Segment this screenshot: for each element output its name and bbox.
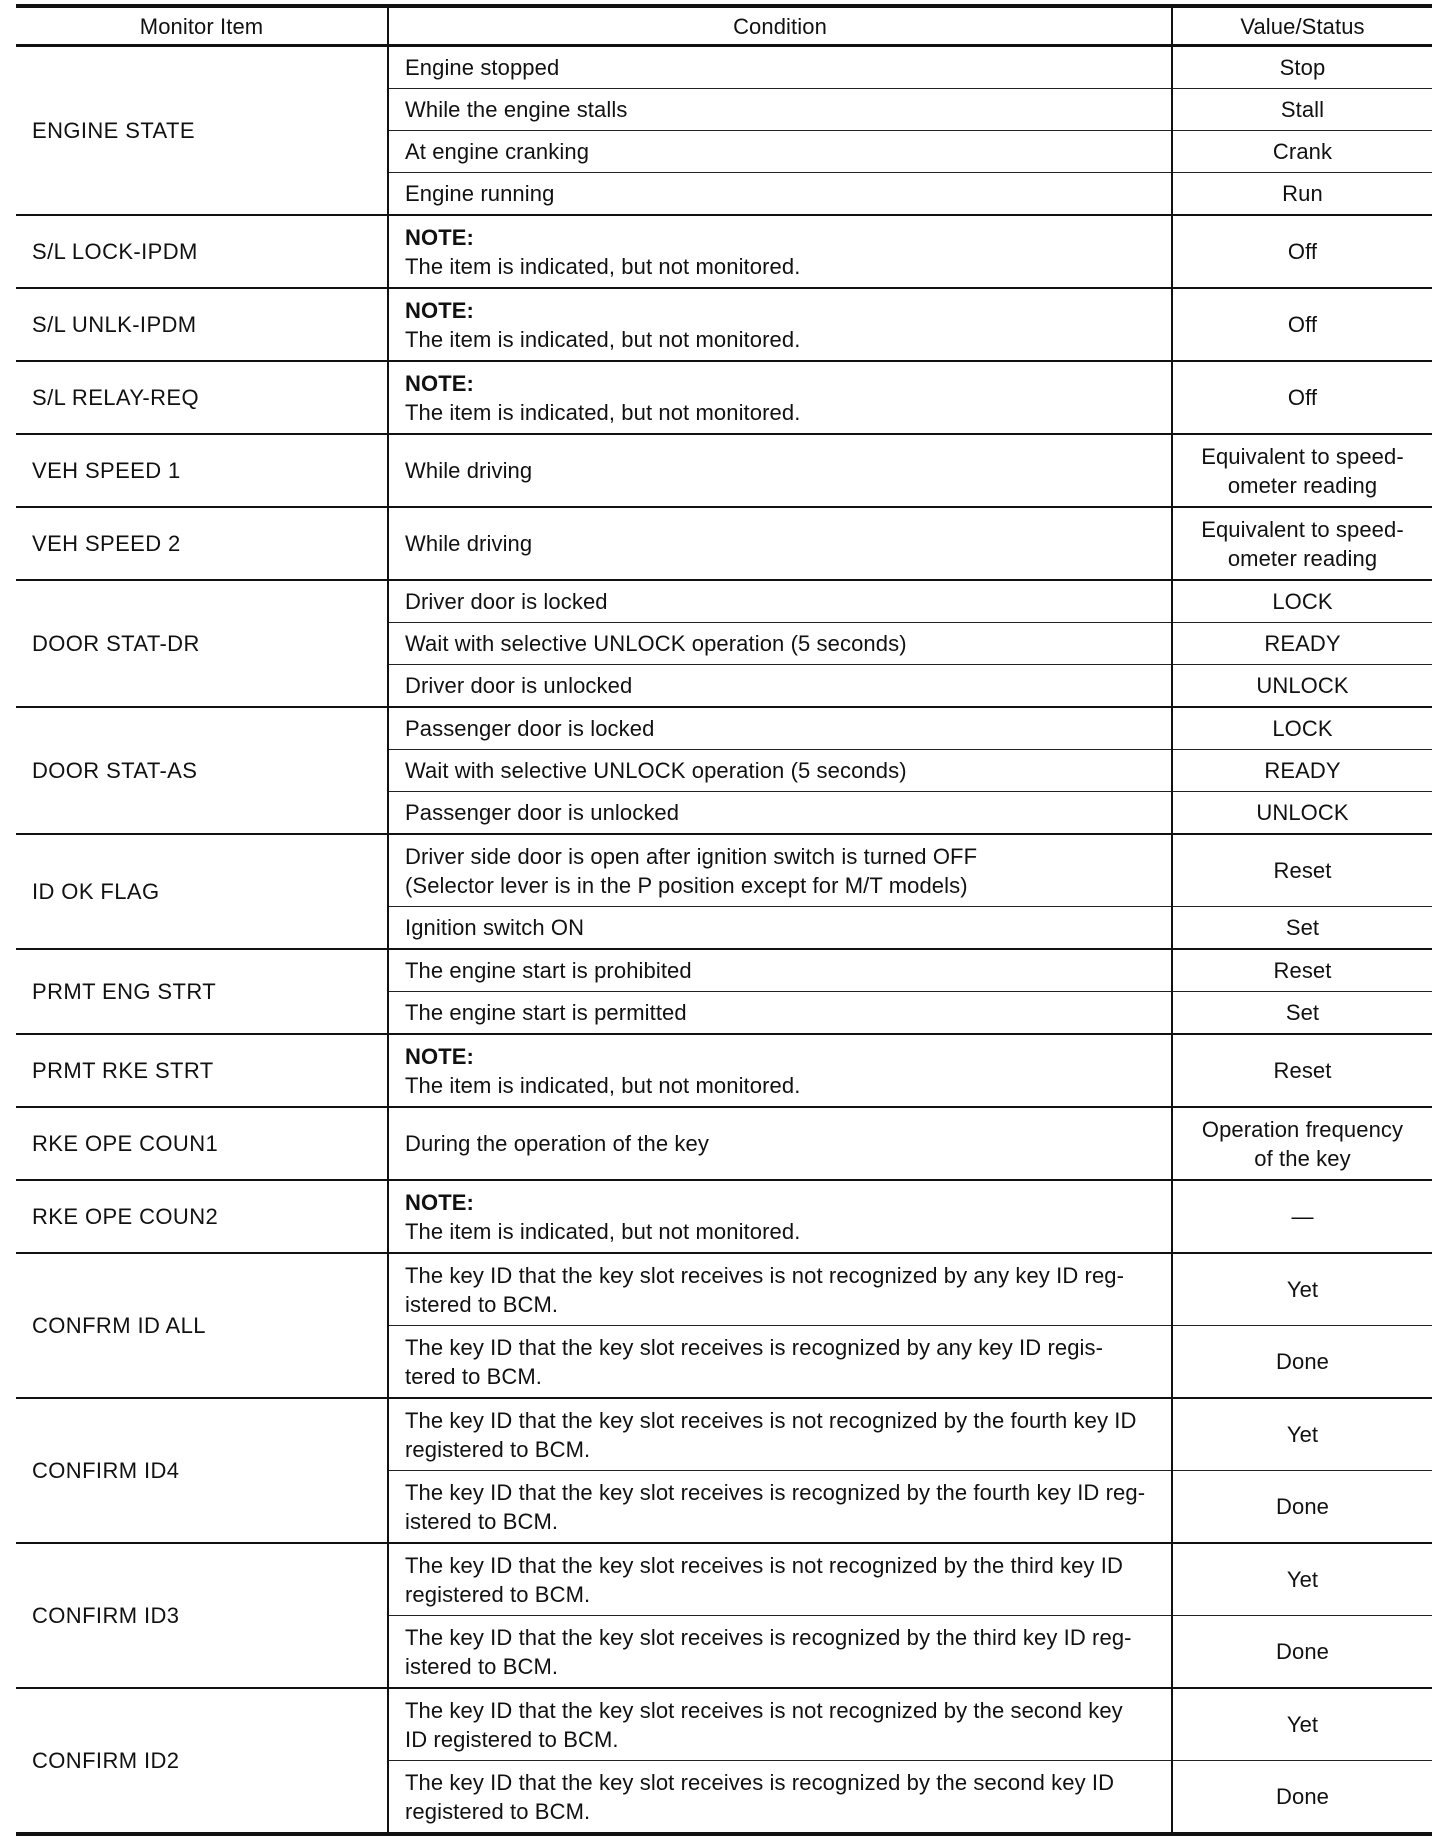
value-status-cell	[1172, 1107, 1432, 1180]
condition-cell	[388, 1180, 1172, 1253]
value-status-cell	[1172, 46, 1432, 89]
monitor-item-cell: S/L UNLK-IPDM	[16, 288, 388, 361]
condition-text: Engine running	[405, 181, 555, 206]
monitor-item-cell: ID OK FLAG	[16, 834, 388, 949]
value-status-text: Reset	[1273, 858, 1332, 883]
condition-cell	[388, 949, 1172, 992]
condition-cell	[388, 131, 1172, 173]
table-row	[16, 580, 1432, 623]
monitor-item-cell: CONFIRM ID4	[16, 1398, 388, 1543]
condition-text: The item is indicated, but not monitored.	[405, 1218, 801, 1244]
value-status-text: Crank	[1272, 139, 1333, 164]
table-row	[16, 949, 1432, 992]
value-status-text: READY	[1264, 758, 1341, 783]
condition-text: tered to BCM.	[405, 1363, 543, 1389]
condition-text: istered to BCM.	[405, 1653, 559, 1679]
value-status-cell	[1172, 361, 1432, 434]
condition-text: Engine stopped	[405, 55, 560, 80]
monitor-item-cell: PRMT ENG STRT	[16, 949, 388, 1034]
condition-text: The key ID that the key slot receives is recognized by the fourth key ID reg-	[405, 1479, 1146, 1505]
condition-cell	[388, 46, 1172, 89]
value-status-text: Done	[1276, 1639, 1329, 1664]
value-status-text: Operation frequency	[1201, 1116, 1404, 1142]
value-status-text: Off	[1287, 312, 1318, 337]
value-status-cell	[1172, 1761, 1432, 1835]
condition-text: Passenger door is locked	[405, 716, 655, 741]
condition-cell	[388, 1688, 1172, 1761]
note-label: NOTE:	[405, 370, 474, 396]
table-row	[16, 1543, 1432, 1616]
value-status-cell	[1172, 834, 1432, 907]
value-status-text: Yet	[1286, 1567, 1319, 1592]
condition-text: Ignition switch ON	[405, 915, 585, 940]
note-label: NOTE:	[405, 1043, 474, 1069]
condition-text: The key ID that the key slot receives is recognized by the third key ID reg-	[405, 1624, 1132, 1650]
condition-text: The key ID that the key slot receives is not recognized by any key ID reg-	[405, 1262, 1125, 1288]
value-status-text: Set	[1285, 915, 1320, 940]
monitor-item-cell: CONFRM ID ALL	[16, 1253, 388, 1398]
value-status-text: Stop	[1279, 55, 1326, 80]
value-status-text: READY	[1264, 631, 1341, 656]
value-status-cell	[1172, 288, 1432, 361]
condition-cell	[388, 1034, 1172, 1107]
value-status-cell	[1172, 949, 1432, 992]
table-row	[16, 288, 1432, 361]
monitor-item-cell: CONFIRM ID3	[16, 1543, 388, 1688]
condition-cell	[388, 992, 1172, 1035]
value-status-cell	[1172, 215, 1432, 288]
condition-text: The item is indicated, but not monitored.	[405, 399, 801, 425]
condition-text: While driving	[405, 531, 533, 556]
condition-text: The engine start is permitted	[405, 1000, 687, 1025]
condition-cell	[388, 215, 1172, 288]
condition-text: The engine start is prohibited	[405, 958, 692, 983]
monitor-item-cell: DOOR STAT-DR	[16, 580, 388, 707]
value-status-text: Stall	[1280, 97, 1325, 122]
table-row	[16, 434, 1432, 507]
value-status-cell	[1172, 1543, 1432, 1616]
value-status-cell	[1172, 992, 1432, 1035]
condition-cell	[388, 1253, 1172, 1326]
condition-text: The key ID that the key slot receives is not recognized by the fourth key ID	[405, 1407, 1137, 1433]
value-status-cell	[1172, 1398, 1432, 1471]
condition-text: registered to BCM.	[405, 1798, 591, 1824]
value-status-text: ometer reading	[1227, 472, 1378, 498]
note-label: NOTE:	[405, 224, 474, 250]
value-status-cell	[1172, 1471, 1432, 1544]
condition-cell	[388, 361, 1172, 434]
condition-cell	[388, 434, 1172, 507]
condition-text: Driver door is locked	[405, 589, 608, 614]
monitor-item-table	[16, 4, 1432, 1836]
monitor-item-cell: VEH SPEED 1	[16, 434, 388, 507]
condition-cell	[388, 750, 1172, 792]
condition-cell	[388, 173, 1172, 216]
condition-text: While the engine stalls	[405, 97, 628, 122]
condition-cell	[388, 1398, 1172, 1471]
monitor-item-cell: VEH SPEED 2	[16, 507, 388, 580]
value-status-cell	[1172, 1616, 1432, 1689]
condition-text: Driver door is unlocked	[405, 673, 633, 698]
value-status-text: UNLOCK	[1256, 800, 1349, 825]
condition-cell	[388, 89, 1172, 131]
monitor-item-cell: CONFIRM ID2	[16, 1688, 388, 1834]
condition-cell	[388, 707, 1172, 750]
value-status-text: Reset	[1273, 958, 1332, 983]
table-row	[16, 46, 1432, 89]
value-status-cell	[1172, 131, 1432, 173]
value-status-cell	[1172, 507, 1432, 580]
value-status-text: Run	[1282, 181, 1323, 206]
condition-text: Wait with selective UNLOCK operation (5 seconds)	[405, 758, 907, 783]
condition-cell	[388, 580, 1172, 623]
table-row	[16, 834, 1432, 907]
monitor-item-cell: S/L LOCK-IPDM	[16, 215, 388, 288]
monitor-item-cell: RKE OPE COUN1	[16, 1107, 388, 1180]
condition-cell	[388, 834, 1172, 907]
value-status-cell	[1172, 1326, 1432, 1399]
condition-text: Driver side door is open after ignition switch is turned OFF	[405, 843, 978, 869]
condition-cell	[388, 507, 1172, 580]
condition-text: At engine cranking	[405, 139, 590, 164]
note-label: NOTE:	[405, 1189, 474, 1215]
condition-text: istered to BCM.	[405, 1291, 559, 1317]
table-row	[16, 707, 1432, 750]
value-status-cell	[1172, 1180, 1432, 1253]
condition-text: The item is indicated, but not monitored.	[405, 253, 801, 279]
table-row	[16, 1034, 1432, 1107]
value-status-text: Done	[1276, 1494, 1329, 1519]
monitor-item-cell: PRMT RKE STRT	[16, 1034, 388, 1107]
table-row	[16, 361, 1432, 434]
header-value-status: Value/Status	[1172, 6, 1432, 46]
value-status-text: Equivalent to speed-	[1201, 516, 1404, 542]
value-status-text: Equivalent to speed-	[1201, 443, 1404, 469]
condition-cell	[388, 1471, 1172, 1544]
value-status-cell	[1172, 434, 1432, 507]
monitor-item-cell: RKE OPE COUN2	[16, 1180, 388, 1253]
condition-cell	[388, 1761, 1172, 1835]
note-label: NOTE:	[405, 297, 474, 323]
value-status-cell	[1172, 907, 1432, 950]
value-status-cell	[1172, 1034, 1432, 1107]
value-status-text: Set	[1285, 1000, 1320, 1025]
condition-cell	[388, 792, 1172, 835]
value-status-text: —	[1291, 1204, 1314, 1229]
value-status-text: ometer reading	[1227, 545, 1378, 571]
value-status-cell	[1172, 750, 1432, 792]
monitor-item-cell: ENGINE STATE	[32, 118, 195, 143]
table-row	[16, 215, 1432, 288]
table-row	[16, 1180, 1432, 1253]
value-status-cell	[1172, 1253, 1432, 1326]
condition-text: The key ID that the key slot receives is recognized by the second key ID	[405, 1769, 1115, 1795]
value-status-text: LOCK	[1272, 589, 1333, 614]
condition-cell	[388, 1543, 1172, 1616]
condition-text: ID registered to BCM.	[405, 1726, 619, 1752]
table-row	[16, 1688, 1432, 1761]
condition-cell	[388, 623, 1172, 665]
condition-text: registered to BCM.	[405, 1581, 591, 1607]
value-status-cell	[1172, 1688, 1432, 1761]
header-condition: Condition	[388, 6, 1172, 46]
condition-text: The item is indicated, but not monitored.	[405, 326, 801, 352]
condition-text: istered to BCM.	[405, 1508, 559, 1534]
table-header-row	[16, 6, 1432, 46]
condition-text: registered to BCM.	[405, 1436, 591, 1462]
condition-text: (Selector lever is in the P position except for M/T models)	[405, 872, 968, 898]
condition-text: Wait with selective UNLOCK operation (5 seconds)	[405, 631, 907, 656]
condition-text: During the operation of the key	[405, 1131, 709, 1156]
condition-cell	[388, 665, 1172, 708]
value-status-cell	[1172, 623, 1432, 665]
table-row	[16, 1107, 1432, 1180]
value-status-cell	[1172, 173, 1432, 216]
value-status-text: UNLOCK	[1256, 673, 1349, 698]
table-body	[16, 46, 1432, 1835]
condition-cell	[388, 1107, 1172, 1180]
value-status-cell	[1172, 792, 1432, 835]
condition-cell	[388, 1616, 1172, 1689]
table-row	[16, 507, 1432, 580]
value-status-text: Off	[1287, 239, 1318, 264]
table-row	[16, 1398, 1432, 1471]
monitor-item-cell: S/L RELAY-REQ	[16, 361, 388, 434]
value-status-text: Yet	[1286, 1277, 1319, 1302]
value-status-text: Done	[1276, 1349, 1329, 1374]
condition-text: While driving	[405, 458, 533, 483]
value-status-cell	[1172, 89, 1432, 131]
value-status-cell	[1172, 707, 1432, 750]
condition-text: Passenger door is unlocked	[405, 800, 680, 825]
value-status-text: Yet	[1286, 1422, 1319, 1447]
table-row	[16, 1253, 1432, 1326]
value-status-text: Reset	[1273, 1058, 1332, 1083]
condition-text: The key ID that the key slot receives is not recognized by the second key	[405, 1697, 1123, 1723]
condition-text: The key ID that the key slot receives is not recognized by the third key ID	[405, 1552, 1123, 1578]
monitor-item-cell: DOOR STAT-AS	[16, 707, 388, 834]
condition-text: The item is indicated, but not monitored.	[405, 1072, 801, 1098]
value-status-text: LOCK	[1272, 716, 1333, 741]
header-monitor-item: Monitor Item	[16, 6, 388, 46]
value-status-text: of the key	[1254, 1145, 1351, 1171]
value-status-text: Off	[1287, 385, 1318, 410]
condition-text: The key ID that the key slot receives is recognized by any key ID regis-	[405, 1334, 1104, 1360]
value-status-cell	[1172, 665, 1432, 708]
condition-cell	[388, 288, 1172, 361]
value-status-text: Yet	[1286, 1712, 1319, 1737]
value-status-cell	[1172, 580, 1432, 623]
condition-cell	[388, 1326, 1172, 1399]
condition-cell	[388, 907, 1172, 950]
value-status-text: Done	[1276, 1784, 1329, 1809]
